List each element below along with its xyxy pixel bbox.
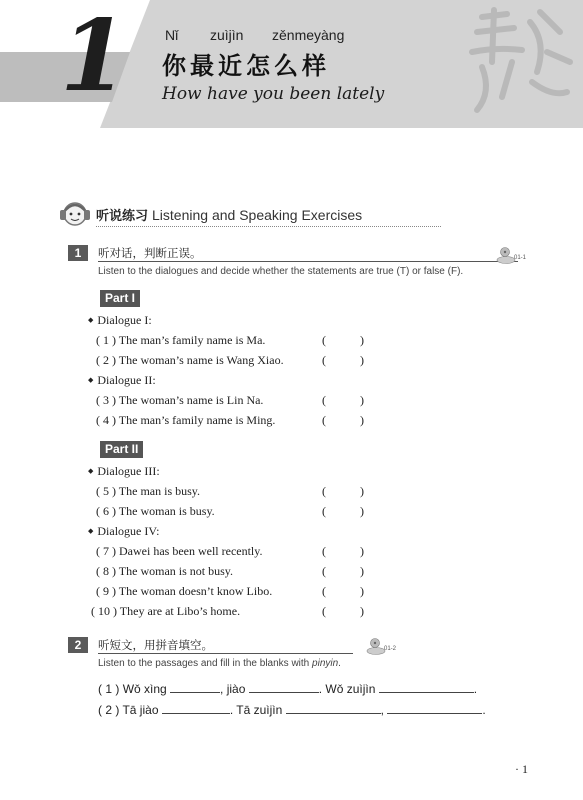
exercise-instruction: Listen to the passages and fill in the blanks with pinyin. [98, 658, 341, 669]
exercise-heading: 听短文，用拼音填空。 [98, 638, 213, 652]
lesson-banner [0, 0, 583, 130]
fill-line-1: ( 1 ) Wǒ xìng , jiào . Wǒ zuìjìn . [98, 682, 478, 696]
exercise-instruction: Listen to the dialogues and decide whether the statements are true (T) or false (F). [98, 266, 464, 277]
section-divider [96, 226, 441, 227]
statement-item: ( 3 ) The woman’s name is Lin Na. [96, 393, 264, 407]
section-title-english: Listening and Speaking Exercises [152, 207, 363, 223]
statement-item: ( 1 ) The man’s family name is Ma. [96, 333, 266, 347]
lesson-title-english: How have you been lately [162, 84, 385, 104]
diamond-bullet-icon: ◆ [88, 316, 94, 324]
answer-blank[interactable]: ( ) [322, 484, 364, 498]
fill-blank[interactable] [170, 682, 220, 693]
answer-blank[interactable]: ( ) [322, 353, 364, 367]
exercise-number-badge: 1 [68, 245, 88, 261]
audio-track-2[interactable] [366, 636, 397, 661]
section-title-chinese: 听说练习 [96, 209, 149, 224]
pinyin-word-3: zěnmeyàng [272, 27, 345, 43]
fill-blank[interactable] [286, 703, 381, 714]
answer-blank[interactable]: ( ) [322, 333, 364, 347]
diamond-bullet-icon: ◆ [88, 527, 94, 535]
dialogue-heading: ◆ Dialogue III: [88, 464, 160, 478]
answer-blank[interactable]: ( ) [322, 544, 364, 558]
page-number: · 1 [515, 762, 528, 776]
statement-item: ( 4 ) The man’s family name is Ming. [96, 413, 276, 427]
exercise-number-badge: 2 [68, 637, 88, 653]
statement-item: ( 9 ) The woman doesn’t know Libo. [96, 584, 273, 598]
answer-blank[interactable]: ( ) [322, 584, 364, 598]
audio-disc-icon [496, 245, 516, 265]
exercise-heading-rule [98, 261, 518, 262]
headphones-mascot-icon [58, 196, 92, 230]
fill-blank[interactable] [162, 703, 230, 714]
statement-item: ( 5 ) The man is busy. [96, 484, 201, 498]
part-label-1: Part I [100, 290, 140, 307]
statement-item: ( 8 ) The woman is not busy. [96, 564, 234, 578]
audio-track-1[interactable] [496, 245, 527, 270]
audio-track-label: 01-1 [514, 255, 527, 261]
pinyin-word-2: zuìjìn [210, 27, 244, 43]
statement-item: ( 2 ) The woman’s name is Wang Xiao. [96, 353, 284, 367]
answer-blank[interactable]: ( ) [322, 604, 364, 618]
answer-blank[interactable]: ( ) [322, 393, 364, 407]
pinyin-word-1: Nǐ [165, 27, 179, 43]
fill-blank[interactable] [379, 682, 474, 693]
lesson-number: 1 [60, 0, 129, 114]
statement-item: ( 7 ) Dawei has been well recently. [96, 544, 263, 558]
exercise-heading: 听对话，判断正误。 [98, 246, 202, 260]
calligraphy-decoration [452, 2, 577, 122]
dialogue-heading: ◆ Dialogue I: [88, 313, 152, 327]
lesson-title-chinese: 你最近怎么样 [162, 52, 330, 80]
fill-blank[interactable] [387, 703, 482, 714]
fill-blank[interactable] [249, 682, 319, 693]
answer-blank[interactable]: ( ) [322, 413, 364, 427]
statement-item: ( 10 ) They are at Libo’s home. [91, 604, 241, 618]
part-label-2: Part II [100, 441, 143, 458]
answer-blank[interactable]: ( ) [322, 564, 364, 578]
exercise-heading-rule [98, 653, 353, 654]
audio-track-label: 01-2 [384, 646, 397, 652]
dialogue-heading: ◆ Dialogue IV: [88, 524, 160, 538]
diamond-bullet-icon: ◆ [88, 467, 94, 475]
answer-blank[interactable]: ( ) [322, 504, 364, 518]
fill-line-2: ( 2 ) Tā jiào . Tā zuìjìn , . [98, 703, 486, 717]
diamond-bullet-icon: ◆ [88, 376, 94, 384]
audio-disc-icon [366, 636, 386, 656]
dialogue-heading: ◆ Dialogue II: [88, 373, 156, 387]
statement-item: ( 6 ) The woman is busy. [96, 504, 215, 518]
